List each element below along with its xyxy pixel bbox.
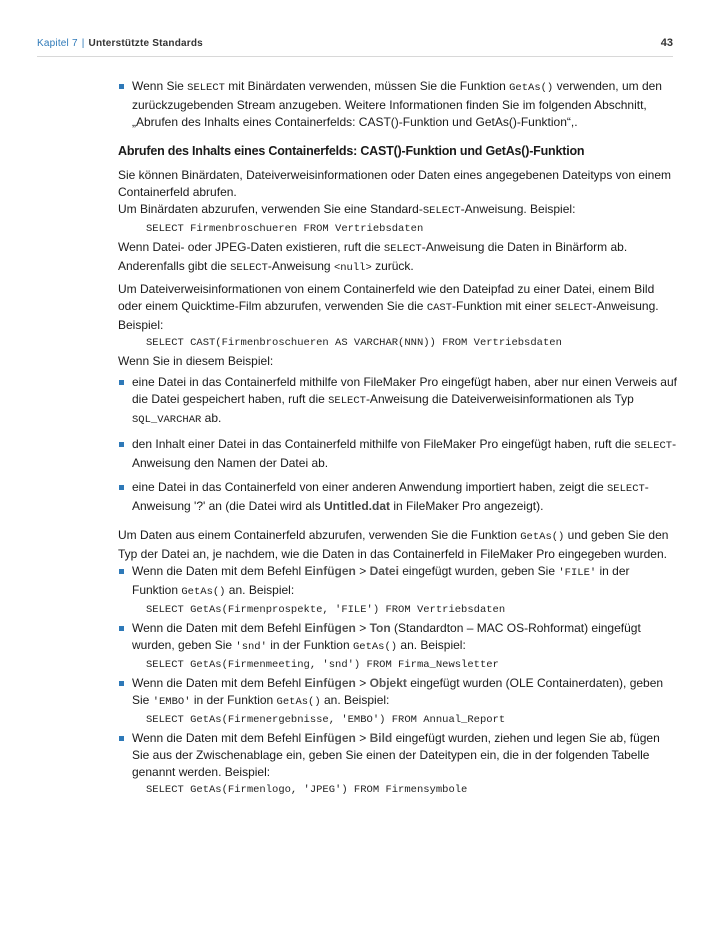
paragraph: Sie können Binärdaten, Dateiverweisinformationen oder Daten eines angegebenen Dateityps von einem Containerfeld abrufen. [118,168,672,199]
filename: Untitled.dat [324,499,391,513]
paragraph: Um Dateiverweisinformationen von einem Containerfeld wie den Dateipfad zu einer Datei, einem Bild oder einem Quicktime-Film abzurufen, verwenden Sie die CAST-Funktion mit einer SELECT-Anweisung. Beispiel: [118,282,659,332]
bullet-select-binary: Wenn Sie SELECT mit Binärdaten verwenden, müssen Sie die Funktion GetAs() verwenden, um den zurückzugebenden Stream anzugeben. Weitere Informationen finden Sie im folgenden Abschnitt, „Abrufen des Inhalts eines Containerfelds: CAST()-Funktion und GetAs()-Funktion“,. [118,78,678,131]
bullet-file: Wenn die Daten mit dem Befehl Einfügen > Datei eingefügt wurden, geben Sie 'FILE' in der Funktion GetAs() an. Beispiel: [118,563,678,601]
code-inline: SELECT [554,302,593,314]
header-rule [37,56,673,57]
code-inline: SELECT [187,82,225,94]
bullet-imported: eine Datei in das Containerfeld von einer anderen Anwendung importiert haben, zeigt die SELECT-Anweisung '?' an (die Datei wird als Untitled.dat in FileMaker Pro angezeigt). [118,479,678,515]
code-example: SELECT GetAs(Firmenergebnisse, 'EMBO') FROM Annual_Report [146,714,506,726]
section-heading: Abrufen des Inhalts eines Containerfelds: CAST()-Funktion und GetAs()-Funktion [118,144,585,158]
menu-command: Einfügen [304,731,356,745]
paragraph: Um Binärdaten abzurufen, verwenden Sie eine Standard-SELECT-Anweisung. Beispiel: [118,202,576,217]
menu-command: Objekt [369,676,407,690]
code-inline: SELECT [634,440,673,452]
menu-command: Einfügen [304,564,356,578]
code-inline: SQL_VARCHAR [132,414,202,426]
bullet-picture: Wenn die Daten mit dem Befehl Einfügen > Bild eingefügt wurden, ziehen und legen Sie ab, fügen Sie aus der Zwischenablage ein, geben Sie einen der Dateitypen ein, die in der folgenden Tabelle genannt werden. Beispiel: [118,730,678,781]
menu-command: Bild [369,731,393,745]
code-inline: <null> [333,262,372,274]
menu-command: Datei [369,564,399,578]
code-inline: GetAs() [509,82,554,94]
page-number: 43 [660,37,673,49]
bullet-content: den Inhalt einer Datei in das Containerfeld mithilfe von FileMaker Pro eingefügt haben, ruft die SELECT-Anweisung den Namen der Datei ab. [118,436,678,472]
header-separator: | [81,38,85,49]
code-example: SELECT Firmenbroschueren FROM Vertriebsdaten [146,223,424,235]
code-inline: GetAs() [352,641,398,653]
code-inline: SELECT [230,262,268,274]
code-inline: CAST [426,302,453,314]
code-inline: 'snd' [235,641,267,653]
bullet-object: Wenn die Daten mit dem Befehl Einfügen > Objekt eingefügt wurden (OLE Containerdaten), geben Sie 'EMBO' in der Funktion GetAs() an. Beispiel: [118,675,678,711]
running-head [37,38,203,49]
code-inline: GetAs() [181,586,226,598]
code-example: SELECT GetAs(Firmenlogo, 'JPEG') FROM Firmensymbole [146,784,468,796]
chapter-label: Kapitel 7 [37,38,78,49]
code-example: SELECT GetAs(Firmenmeeting, 'snd') FROM Firma_Newsletter [146,659,499,671]
code-inline: SELECT [383,243,422,255]
page-content [118,78,678,800]
paragraph: Wenn Datei- oder JPEG-Daten existieren, ruft die SELECT-Anweisung die Daten in Binärform ab. Anderenfalls gibt die SELECT-Anweisung <null> zurück. [118,240,628,274]
code-inline: 'FILE' [558,567,597,579]
code-inline: SELECT [422,205,461,217]
paragraph: Wenn Sie in diesem Beispiel: [118,354,274,368]
bullet-reference: eine Datei in das Containerfeld mithilfe von FileMaker Pro eingefügt haben, aber nur einen Verweis auf die Datei gespeichert haben, ruft die SELECT-Anweisung die Dateiverweisinformationen als Typ SQL_VARCHAR ab. [118,374,678,429]
menu-command: Ton [369,621,391,635]
code-inline: GetAs() [276,696,321,708]
code-example: SELECT GetAs(Firmenprospekte, 'FILE') FROM Vertriebsdaten [146,604,506,616]
code-inline: SELECT [606,483,645,495]
menu-command: Einfügen [304,676,356,690]
menu-command: Einfügen [304,621,356,635]
paragraph: Um Daten aus einem Containerfeld abzurufen, verwenden Sie die Funktion GetAs() und geben Sie den Typ der Datei an, je nachdem, wie die Daten in das Containerfeld in FileMaker Pro eingegeben wurden. [118,528,669,561]
code-example: SELECT CAST(Firmenbroschueren AS VARCHAR(NNN)) FROM Vertriebsdaten [146,337,562,349]
code-inline: SELECT [328,395,366,407]
chapter-title: Unterstützte Standards [88,38,203,49]
page-header [37,34,673,54]
bullet-sound: Wenn die Daten mit dem Befehl Einfügen > Ton (Standardton – MAC OS-Rohformat) eingefügt wurden, geben Sie 'snd' in der Funktion GetAs() an. Beispiel: [118,620,678,656]
code-inline: GetAs() [520,531,565,543]
code-inline: 'EMBO' [152,696,191,708]
